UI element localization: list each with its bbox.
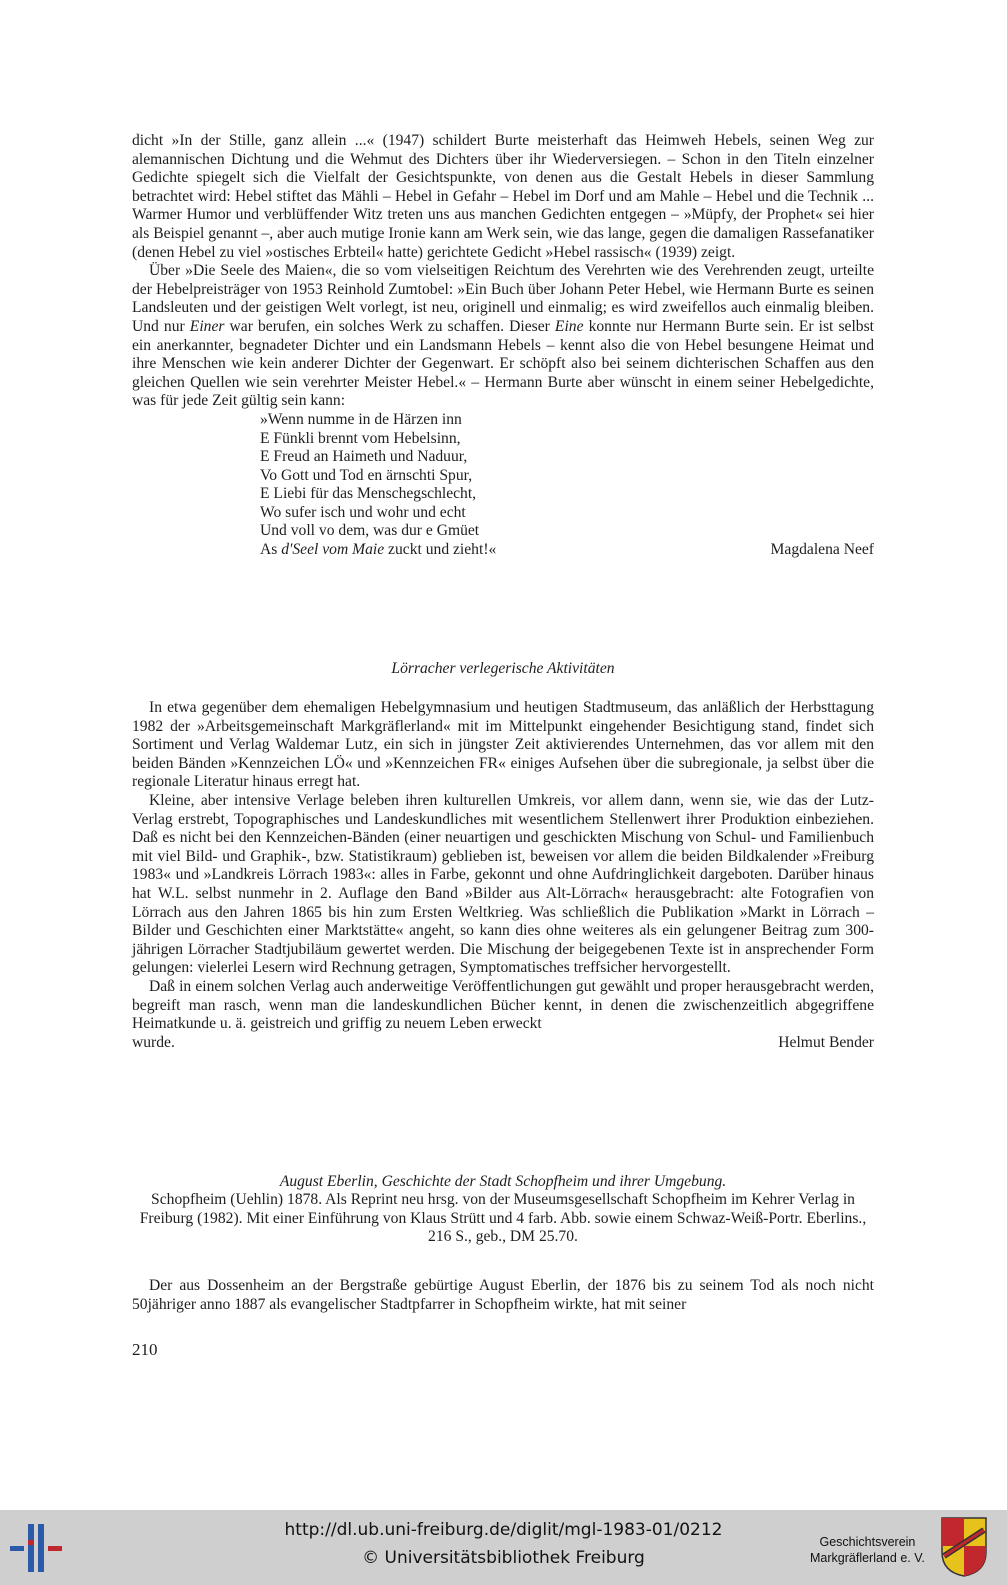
emphasis: Einer — [189, 317, 225, 335]
poem-line: Wo sufer isch und wohr und echt — [260, 503, 466, 521]
paragraph: In etwa gegenüber dem ehemaligen Hebelgymnasium und heutigen Stadtmuseum, das anläßlich der Herbsttagung 1982 der »Arbeitsgemeinschaft Markgräflerland« mit im Mittelpunkt eingehender Besichtigung stand, findet sich Sortiment und Verlag Waldemar Lutz, ein sich in jüngster Zeit aktivierendes Unternehmen, das vor allem mit den beiden Bänden »Kennzeichen LÖ« und »Kennzeichen FR« einiges Aufsehen über die subregionale, ja selbst über die regionale Literatur hinaus erregt hat. — [132, 699, 874, 791]
poem-line: »Wenn numme in de Härzen inn — [260, 410, 462, 428]
author-signature: Magdalena Neef — [770, 541, 874, 559]
poem-line: E Freud an Haimeth und Naduur, — [260, 448, 468, 466]
text-run: wurde. — [132, 1033, 175, 1051]
footer-copyright: © Universitätsbibliothek Freiburg — [362, 1548, 645, 1568]
poem-line: E Liebi für das Menschegschlecht, — [260, 485, 477, 503]
paragraph: Der aus Dossenheim an der Bergstraße gebürtige August Eberlin, der 1876 bis zu seinem Tod als noch nicht 50jähriger anno 1887 als evangelischer Stadtpfarrer in Schopfheim wirkte, hat mit seiner — [132, 1277, 874, 1313]
section-verlag-review — [132, 699, 874, 1052]
bibliographic-details: Schopfheim (Uehlin) 1878. Als Reprint neu hrsg. von der Museumsgesellschaft Schopfheim im Kehrer Verlag in Freiburg (1982). Mit einer Einführung von Klaus Strütt und 4 farb. Abb. sowie einem Schwaz-Weiß-Portr. Eberlins., 216 S., geb., DM 25.70. — [139, 1191, 867, 1246]
poem-line: E Fünkli brennt vom Hebelsinn, — [260, 429, 461, 447]
text-run: As — [260, 541, 282, 559]
poem-line: Vo Gott und Tod en ärnschti Spur, — [260, 466, 473, 484]
footer-bar — [0, 1510, 1007, 1585]
paragraph: Kleine, aber intensive Verlage beleben ihren kulturellen Umkreis, vor allem dann, wenn sie, wie das der Lutz-Verlag erstrebt, Topographisches und Landeskundliches mit wesentlichem Stellenwert ihrer Produktion einbeziehen. Daß es nicht bei den Kennzeichen-Bänden (einer neuartigen und geschickten Mischung von Schul- und Familienbuch mit viel Bild- und Graphik-, bzw. Statistikraum) geblieben ist, beweisen vor allem die beiden Bildkalender »Freiburg 1983« und »Landkreis Lörrach 1983«: alles in Farbe, gekonnt und ohne Aufdringlichkeit dargeboten. Darüber hinaus hat W.L. selbst nunmehr in 2. Auflage den Band »Bilder aus Alt-Lörrach« herausgebracht: alte Fotografien von Lörrach aus den Jahren 1865 bis hin zum Ersten Weltkrieg. Was schließlich die Publikation »Markt in Lörrach – Bilder und Geschichten einer Marktstätte« angeht, so kann dies ohne weiteres als ein gelungener Beitrag zum 300-jährigen Lörracher Stadtjubiläum gewertet werden. Die Mischung der beigegebenen Texte ist in ansprechender Form gelungen: vielerlei Lesern wird Rechnung getragen, Symptomatisches treffsicher hervorgestellt. — [132, 791, 874, 977]
emphasis: d'Seel vom Maie — [281, 541, 385, 559]
paragraph: dicht »In der Stille, ganz allein ...« (1947) schildert Burte meisterhaft das Heimweh Hebels, seinen Weg zur alemannischen Dichtung und die Wehmut des Dichters über ihr Wiederversiegen. – Schon in den Titeln einzelner Gedichte spiegelt sich die Vielfalt der Gesichtspunkte, von denen aus die Gestalt Hebels in dieser Sammlung betrachtet wird: Hebel stiftet das Mähli – Hebel in Gefahr – Hebel im Dorf und am Mahle – Hebel und die Technik ... Warmer Humor und verblüffender Witz treten uns aus manchen Gedichten entgegen – »Müpfy, der Prophet« sei hier als Beispiel genannt –, aber auch mutige Ironie kann am Werk sein, wie das lange, gegen die damaligen Rassefanatiker (denen Hebel zu viel »ostisches Erbteil« hatte) gerichtete Gedicht »Hebel rassisch« (1939) zeigt. — [132, 132, 874, 261]
paragraph — [132, 262, 874, 411]
section-heading: Lörracher verlegerische Aktivitäten — [391, 660, 615, 677]
coat-of-arms-icon[interactable] — [940, 1516, 988, 1578]
closing-line — [132, 1034, 874, 1053]
paragraph: Daß in einem solchen Verlag auch anderweitige Veröffentlichungen gut gewählt und proper herausgebracht werden, begreift man rasch, wenn man die landeskundlichen Bücher kennt, in denen die zwischenzeitlich abgegriffene Heimatkunde u. ä. geistreich und griffig zu neuem Leben erweckt — [132, 977, 874, 1033]
emphasis: Eine — [554, 317, 584, 335]
org-name-line: Geschichtsverein — [819, 1535, 916, 1549]
text-run: war berufen, ein solches Werk zu schaffen. Dieser — [224, 317, 555, 335]
section-eberlin-review — [132, 1277, 874, 1314]
org-name[interactable] — [810, 1534, 925, 1566]
author-signature: Helmut Bender — [778, 1033, 874, 1051]
section-burte-review — [132, 132, 874, 560]
text-run: konnte nur Hermann Burte sein. Er ist selbst ein anerkannter, begnadeter Dichter und ein Landsmann Hebels – kennt also die von Hebel besungene Heimat und ihre Menschen wie kein anderer Dichter der Gegenwart. Er schöpft also bei seinem dichterischen Schaffen aus den gleichen Quellen wie sein verehrter Meister Hebel.« – Hermann Burte aber wünscht in einem seiner Hebelgedichte, was für jede Zeit gültig sein kann: — [132, 317, 874, 410]
org-name-line: Markgräflerland e. V. — [810, 1551, 925, 1565]
text-run: Über »Die Seele des Maien«, die so vom vielseitigen Reichtum des Verehrten wie des Verehrenden zeugt, urteilte der Hebelpreisträger von 1953 Reinhold Zumtobel: »Ein Buch über Johann Peter Hebel, wie Hermann Burte es seinen Landsleuten und der geistigen Welt vorlegt, ist neu, originell und einmalig; es wird zweifellos auch einmalig bleiben. Und nur — [132, 262, 874, 335]
book-title-heading: August Eberlin, Geschichte der Stadt Schopfheim und ihrer Umgebung. — [279, 1173, 727, 1190]
page-number: 210 — [132, 1340, 158, 1359]
poem-line: Und voll vo dem, was dur e Gmüet — [260, 522, 480, 540]
footer-url-link[interactable]: http://dl.ub.uni-freiburg.de/diglit/mgl-1983-01/0212 — [284, 1520, 723, 1540]
poem-quote — [260, 411, 874, 560]
text-run: zuckt und zieht!« — [384, 541, 497, 559]
